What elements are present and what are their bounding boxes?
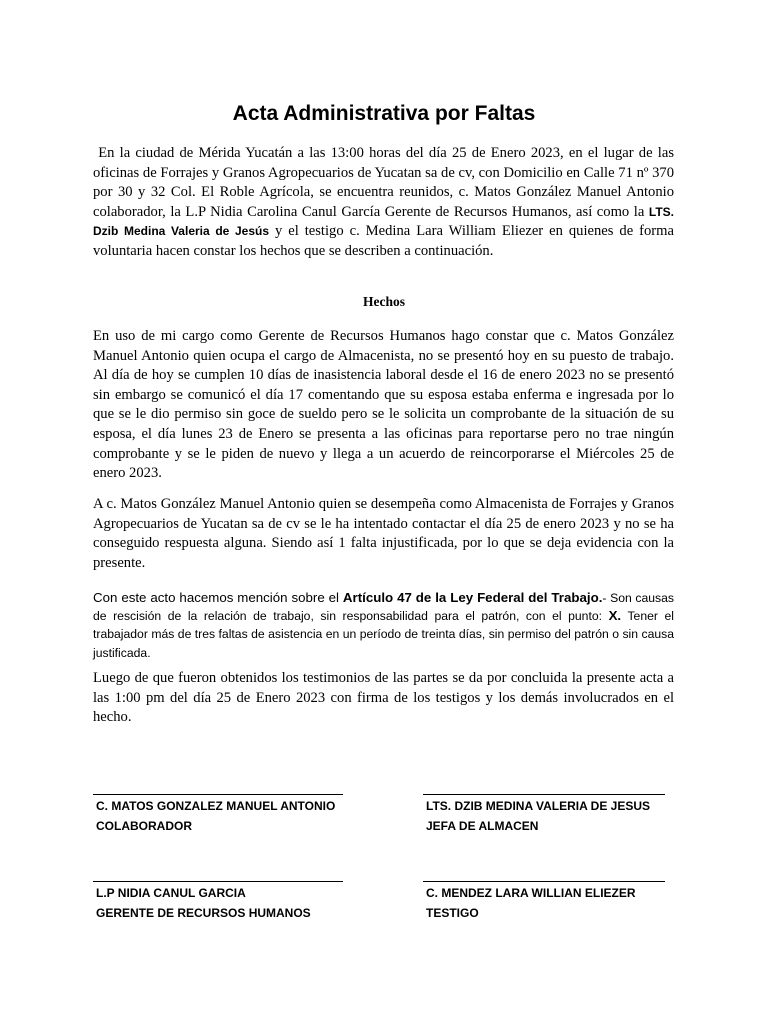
- signature-block-colaborador: [93, 794, 343, 836]
- signature-role: JEFA DE ALMACEN: [426, 819, 539, 833]
- hechos-paragraph: En uso de mi cargo como Gerente de Recursos Humanos hago constar que c. Matos González Manuel Antonio quien ocupa el cargo de Almacenista, no se presentó hoy en su puesto de trabajo. Al día de hoy se cumplen 10 días de inasistencia laboral desde el 16 de enero 2023 no se presentó sin embargo se comunicó el día 17 comentando que su esposa estaba enferma e ingresada por lo que se le dio permiso sin goce de sueldo pero se le solicita un comprobante de la situación de su esposa, el día lunes 23 de Enero se presenta a las oficinas para reportarse pero no trae ningún comprobante y se le piden de nuevo y llega a un acuerdo de reincorporarse el Miércoles 25 de enero 2023.: [93, 328, 674, 482]
- article-paragraph: [93, 589, 674, 662]
- intro-bold-name: LTS. Dzib Medina Valeria de Jesús: [93, 204, 674, 239]
- signature-name: LTS. DZIB MEDINA VALERIA DE JESUS: [426, 799, 651, 813]
- intro-paragraph: [93, 144, 674, 262]
- signature-role: TESTIGO: [426, 906, 479, 920]
- signature-role: COLABORADOR: [96, 819, 192, 833]
- signature-line: [423, 881, 665, 882]
- document-title: Acta Administrativa por Faltas: [232, 102, 536, 125]
- signature-block-gerente-rh: [93, 881, 343, 923]
- signature-block-jefa-almacen: [423, 794, 665, 836]
- article-lead: Con este acto hacemos mención sobre el: [93, 590, 343, 605]
- signature-name: L.P NIDIA CANUL GARCIA: [96, 886, 246, 900]
- signature-name: C. MENDEZ LARA WILLIAN ELIEZER: [426, 886, 636, 900]
- article-point: X.: [608, 608, 622, 624]
- signature-role: GERENTE DE RECURSOS HUMANOS: [96, 906, 311, 920]
- intro-text-start: En la ciudad de Mérida Yucatán a las 13:00 horas del día 25 de Enero 2023, en el lugar de las oficinas de Forrajes y Granos Agropecuarios de Yucatan sa de cv, con Domicilio en Calle 71 nº 370 por 30 y 32 Col. El Roble Agrícola, se encuentra reunidos, c. Matos González Manuel Antonio colaborador, la L.P Nidia Carolina Canul García Gerente de Recursos Humanos, así como la: [93, 145, 674, 220]
- section-heading: Hechos: [363, 294, 405, 309]
- contact-paragraph: A c. Matos González Manuel Antonio quien se desempeña como Almacenista de Forrajes y Granos Agropecuarios de Yucatan sa de cv se le ha intentado contactar el día 25 de enero 2023 y no se ha conseguido respuesta alguna. Siendo así 1 falta injustificada, por lo que se deja evidencia con la presente.: [93, 496, 674, 571]
- signature-line: [93, 794, 343, 795]
- signature-line: [423, 794, 665, 795]
- closing-paragraph: Luego de que fueron obtenidos los testimonios de las partes se da por concluida la presente acta a las 1:00 pm del día 25 de Enero 2023 con firma de los testigos y los demás involucrados en el hecho.: [93, 670, 674, 726]
- article-text-end: Tener el trabajador más de tres faltas de asistencia en un período de treinta días, sin permiso del patrón o sin causa justificada.: [93, 609, 674, 660]
- article-reference: Artículo 47 de la Ley Federal del Trabajo.: [342, 590, 603, 605]
- signature-name: C. MATOS GONZALEZ MANUEL ANTONIO: [96, 799, 336, 813]
- intro-text-end: y el testigo c. Medina Lara William Eliezer en quienes de forma voluntaria hacen constar los hechos que se describen a continuación.: [93, 223, 674, 259]
- signature-line: [93, 881, 343, 882]
- article-text: - Son causas de rescisión de la relación de trabajo, sin responsabilidad para el patrón, con el punto:: [93, 591, 674, 624]
- signature-block-testigo: [423, 881, 665, 923]
